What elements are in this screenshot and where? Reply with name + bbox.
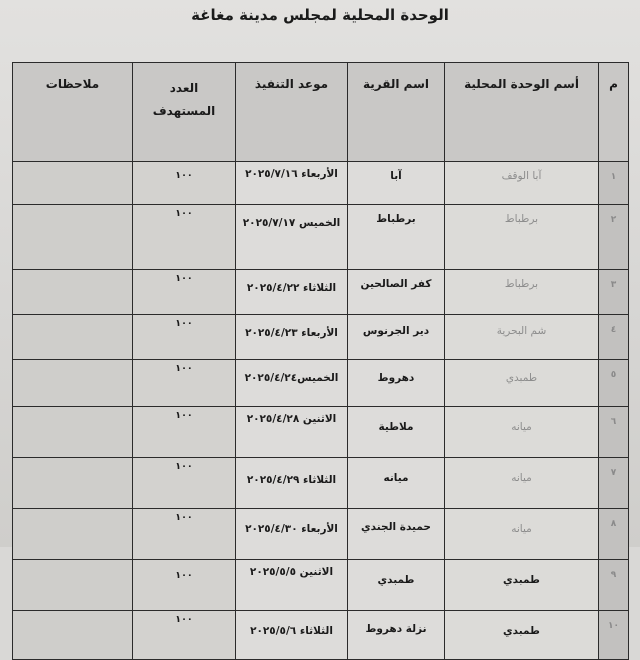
row-unit: ميانه (445, 458, 599, 509)
row-village: كفر الصالحين (348, 270, 445, 315)
row-count: ١٠٠ (133, 360, 236, 407)
row-num: ٢ (599, 205, 629, 270)
row-unit: برطباط (445, 270, 599, 315)
row-notes (13, 360, 133, 407)
row-date: الثلاثاء ٢٠٢٥/٥/٦ (236, 611, 348, 660)
table-row (13, 509, 629, 560)
schedule-table (12, 62, 629, 660)
row-count: ١٠٠ (133, 315, 236, 360)
header-village: اسم القرية (348, 63, 445, 162)
row-num: ٧ (599, 458, 629, 509)
row-notes (13, 270, 133, 315)
row-notes (13, 315, 133, 360)
row-village: دهروط (348, 360, 445, 407)
row-num: ٤ (599, 315, 629, 360)
row-village: ميانه (348, 458, 445, 509)
row-count: ١٠٠ (133, 509, 236, 560)
row-notes (13, 162, 133, 205)
row-num: ٩ (599, 560, 629, 611)
header-count: العدد المستهدف (133, 63, 236, 162)
table-row (13, 458, 629, 509)
table-row (13, 611, 629, 660)
row-village: نزلة دهروط (348, 611, 445, 660)
row-date: الأربعاء ٢٠٢٥/٧/١٦ (236, 162, 348, 205)
row-notes (13, 458, 133, 509)
row-unit: طمبدي (445, 360, 599, 407)
row-date: الأربعاء ٢٠٢٥/٤/٣٠ (236, 509, 348, 560)
row-village: حميدة الجندي (348, 509, 445, 560)
row-count: ١٠٠ (133, 205, 236, 270)
row-notes (13, 509, 133, 560)
row-village: برطباط (348, 205, 445, 270)
page-title: الوحدة المحلية لمجلس مدينة مغاغة (191, 6, 449, 24)
row-unit: برطباط (445, 205, 599, 270)
row-num: ١ (599, 162, 629, 205)
table-row (13, 360, 629, 407)
row-unit: ميانه (445, 509, 599, 560)
header-date: موعد التنفيذ (236, 63, 348, 162)
row-notes (13, 560, 133, 611)
row-date: الاثنين ٢٠٢٥/٥/٥ (236, 560, 348, 611)
row-date: الاثنين ٢٠٢٥/٤/٢٨ (236, 407, 348, 458)
row-date: الأربعاء ٢٠٢٥/٤/٢٣ (236, 315, 348, 360)
table-row (13, 270, 629, 315)
table-header-row (13, 63, 629, 162)
row-num: ٨ (599, 509, 629, 560)
row-num: ١٠ (599, 611, 629, 660)
row-village: ملاطية (348, 407, 445, 458)
row-notes (13, 407, 133, 458)
row-village: طمبدي (348, 560, 445, 611)
row-count: ١٠٠ (133, 560, 236, 611)
row-notes (13, 611, 133, 660)
row-village: دير الجرنوس (348, 315, 445, 360)
header-num: م (599, 63, 629, 162)
row-count: ١٠٠ (133, 162, 236, 205)
row-date: الثلاثاء ٢٠٢٥/٤/٢٢ (236, 270, 348, 315)
row-date: الخميس٢٠٢٥/٤/٢٤ (236, 360, 348, 407)
row-num: ٦ (599, 407, 629, 458)
row-unit: شم البحرية (445, 315, 599, 360)
header-notes: ملاحظات (13, 63, 133, 162)
row-unit: ميانه (445, 407, 599, 458)
table-row (13, 315, 629, 360)
row-village: آبا (348, 162, 445, 205)
row-unit: طمبدي (445, 611, 599, 660)
table-row (13, 205, 629, 270)
table-row (13, 162, 629, 205)
row-unit: آبا الوقف (445, 162, 599, 205)
row-count: ١٠٠ (133, 458, 236, 509)
row-notes (13, 205, 133, 270)
table-row (13, 560, 629, 611)
row-num: ٥ (599, 360, 629, 407)
table-row (13, 407, 629, 458)
row-count: ١٠٠ (133, 270, 236, 315)
row-date: الخميس ٢٠٢٥/٧/١٧ (236, 205, 348, 270)
row-count: ١٠٠ (133, 611, 236, 660)
row-count: ١٠٠ (133, 407, 236, 458)
header-unit: أسم الوحدة المحلية (445, 63, 599, 162)
row-date: الثلاثاء ٢٠٢٥/٤/٢٩ (236, 458, 348, 509)
row-num: ٣ (599, 270, 629, 315)
row-unit: طمبدي (445, 560, 599, 611)
